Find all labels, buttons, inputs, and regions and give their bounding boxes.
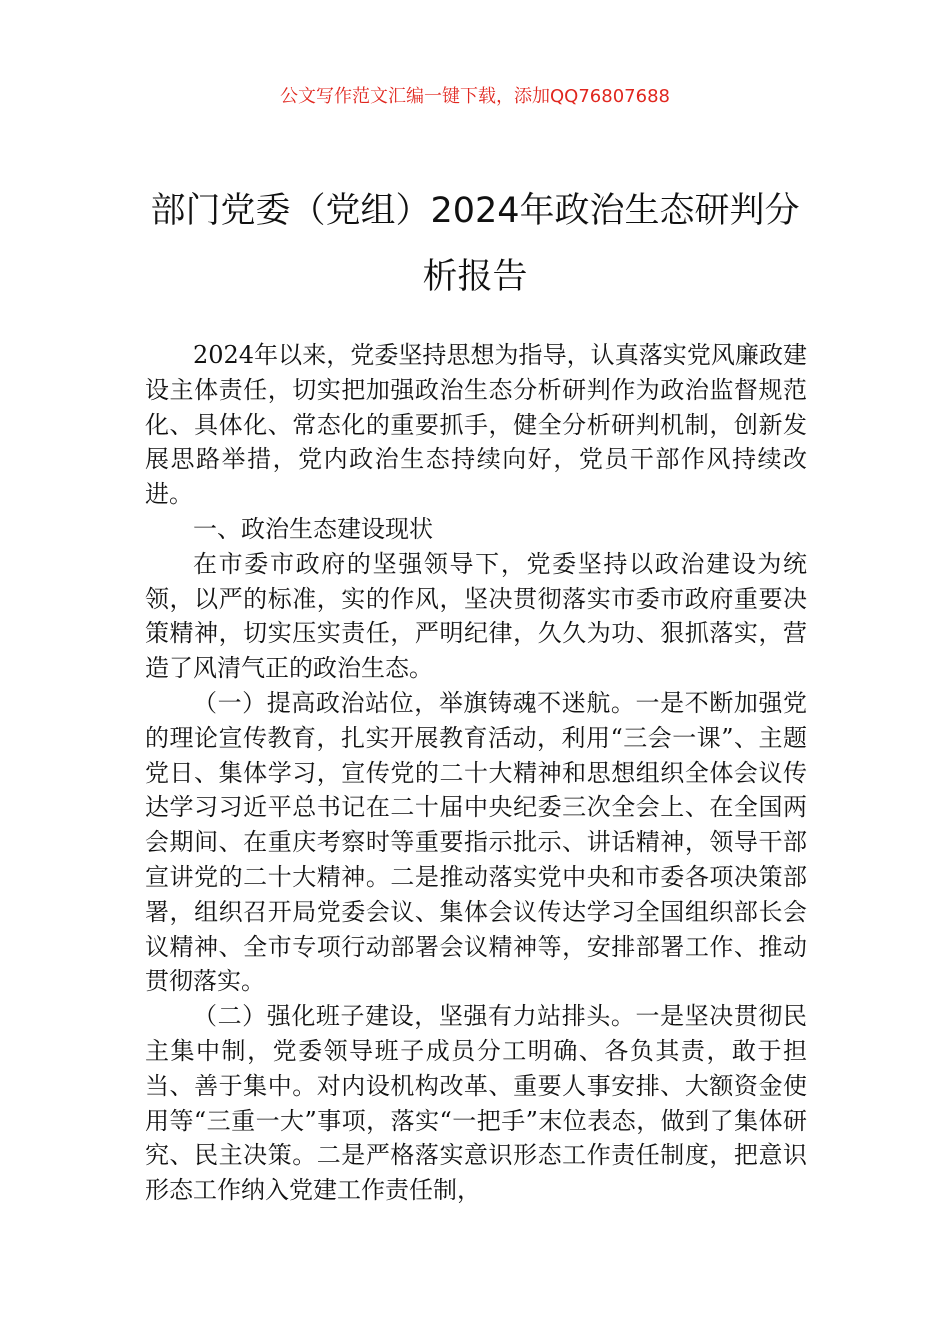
section-heading: 一、政治生态建设现状: [193, 514, 433, 543]
paragraph-item-1: （一）提高政治站位，举旗铸魂不迷航。一是不断加强党的理论宣传教育，扎实开展教育活动，利用“三会一课”、主题党日、集体学习，宣传党的二十大精神和思想组织全体会议传达学习习近平总书记在二十届中央纪委三次全会上、在全国两会期间、在重庆考察时等重要指示批示、讲话精神，领导干部宣讲党的二十大精神。二是推动落实党中央和市委各项决策部署，组织召开局党委会议、集体会议传达学习全国组织部长会议精神、全市专项行动部署会议精神等，安排部署工作、推动贯彻落实。: [145, 688, 807, 996]
document-title: 部门党委（党组）2024年政治生态研判分析报告: [150, 191, 800, 297]
paragraph-intro: 2024年以来，党委坚持思想为指导，认真落实党风廉政建设主体责任，切实把加强政治生态分析研判作为政治监督规范化、具体化、常态化的重要抓手，健全分析研判机制，创新发展思路举措，党内政治生态持续向好，党员干部作风持续改进。: [145, 341, 807, 509]
document-body: [145, 338, 807, 1208]
paragraph-status: 在市委市政府的坚强领导下，党委坚持以政治建设为统领，以严的标准，实的作风，坚决贯彻落实市委市政府重要决策精神，切实压实责任，严明纪律，久久为功、狠抓落实，营造了风清气正的政治生态。: [145, 549, 807, 683]
header-download-note: 公文写作范文汇编一键下载，添加QQ76807688: [280, 86, 670, 107]
paragraph-item-2: （二）强化班子建设，坚强有力站排头。一是坚决贯彻民主集中制，党委领导班子成员分工明确、各负其责，敢于担当、善于集中。对内设机构改革、重要人事安排、大额资金使用等“三重一大”事项，落实“一把手”末位表态，做到了集体研究、民主决策。二是严格落实意识形态工作责任制度，把意识形态工作纳入党建工作责任制，: [145, 1002, 807, 1205]
